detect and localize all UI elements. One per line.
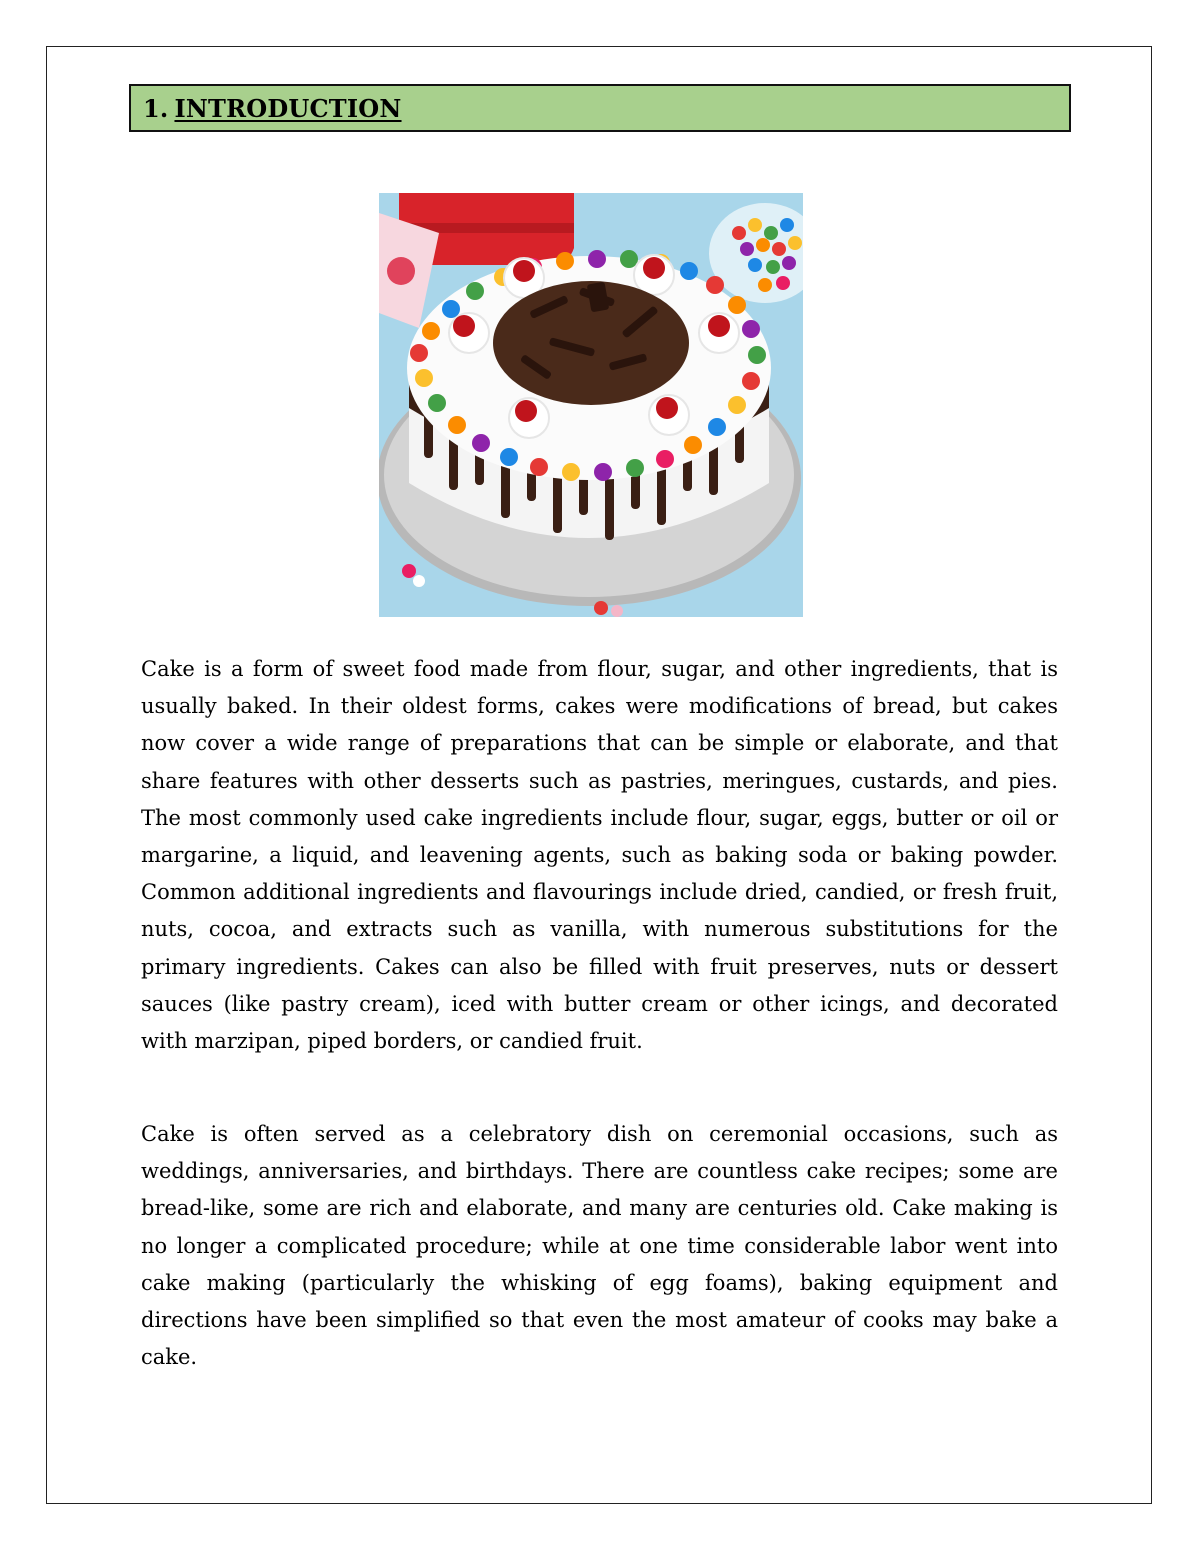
cake-illustration xyxy=(379,193,803,617)
heading-number: 1. xyxy=(143,93,169,123)
cake-photo xyxy=(379,193,803,617)
paragraph-1: Cake is a form of sweet food made from flour, sugar, and other ingredients, that is usually baked. In their oldest forms, cakes were modifications of bread, but cakes now cover a wide range of preparations that can be simple or elaborate, and that share features with other desserts such as pastries, meringues, custards, and pies. The most commonly used cake ingredients include flour, sugar, eggs, butter or oil or margarine, a liquid, and leavening agents, such as baking soda or baking powder. Common additional ingredients and flavourings include dried, candied, or fresh fruit, nuts, cocoa, and extracts such as vanilla, with numerous substitutions for the primary ingredients. Cakes can also be filled with fruit preserves, nuts or dessert sauces (like pastry cream), iced with butter cream or other icings, and decorated with marzipan, piped borders, or candied fruit. xyxy=(141,657,1058,1054)
heading-title: INTRODUCTION xyxy=(174,93,402,123)
paragraph-2: Cake is often served as a celebratory dish on ceremonial occasions, such as weddings, anniversaries, and birthdays. There are countless cake recipes; some are bread-like, some are rich and elaborate, and many are centuries old. Cake making is no longer a complicated procedure; while at one time considerable labor went into cake making (particularly the whisking of egg foams), baking equipment and directions have been simplified so that even the most amateur of cooks may bake a cake. xyxy=(141,1122,1058,1370)
section-heading xyxy=(129,84,1071,132)
heading-text xyxy=(143,94,402,123)
